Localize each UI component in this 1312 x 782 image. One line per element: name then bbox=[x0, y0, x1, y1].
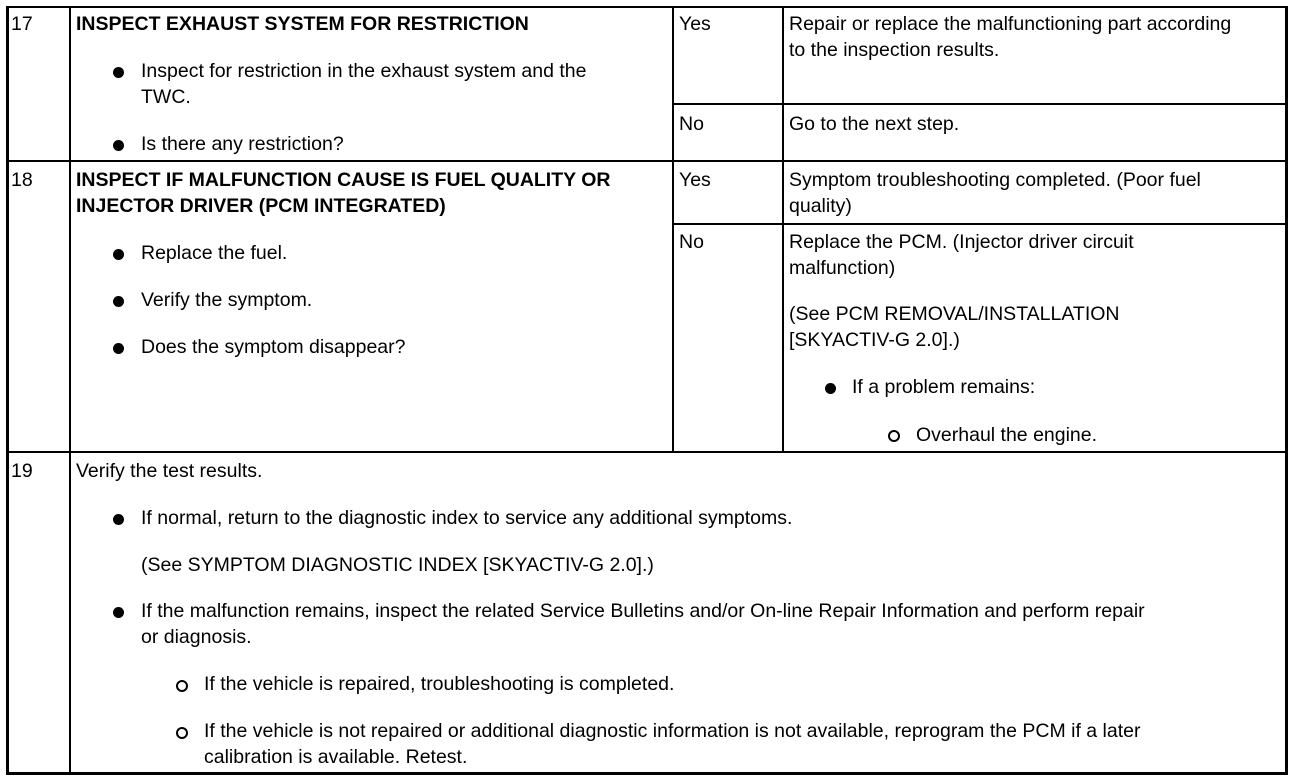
condition-text: If a problem remains: bbox=[852, 376, 1036, 398]
table-border-top bbox=[6, 6, 1288, 8]
bullet-dot bbox=[113, 514, 124, 525]
step-title: INSPECT IF MALFUNCTION CAUSE IS FUEL QUALITY OR bbox=[76, 169, 611, 191]
step-title: INJECTOR DRIVER (PCM INTEGRATED) bbox=[76, 195, 446, 217]
no-action: Replace the PCM. (Injector driver circuit bbox=[789, 231, 1134, 253]
sub-instruction: If the vehicle is not repaired or additional diagnostic information is not available, reprogram the PCM if a later bbox=[204, 720, 1141, 742]
yes-action: quality) bbox=[789, 195, 852, 217]
circle-bullet bbox=[888, 430, 900, 442]
table-border-bottom bbox=[6, 772, 1288, 775]
yes-action: Repair or replace the malfunctioning part according bbox=[789, 13, 1232, 35]
table-border-left bbox=[6, 6, 9, 775]
instruction-text: Verify the symptom. bbox=[141, 289, 313, 311]
row-17-yes-no-divider bbox=[672, 103, 1288, 105]
instruction-text: If the malfunction remains, inspect the related Service Bulletins and/or On-line Repair Information and perform repair bbox=[141, 600, 1145, 622]
circle-bullet bbox=[176, 727, 188, 739]
bullet-dot bbox=[113, 607, 124, 618]
step-number: 19 bbox=[11, 460, 33, 482]
row-divider-18-19 bbox=[6, 451, 1288, 453]
answer-no: No bbox=[679, 231, 704, 253]
sub-instruction: If the vehicle is repaired, troubleshooting is completed. bbox=[204, 673, 675, 695]
table-border-right bbox=[1285, 6, 1288, 775]
no-action: malfunction) bbox=[789, 257, 896, 279]
bullet-dot bbox=[113, 296, 124, 307]
bullet-dot bbox=[113, 343, 124, 354]
instruction-text: TWC. bbox=[141, 86, 191, 108]
row-18-yes-no-divider bbox=[672, 223, 1288, 225]
question-text: Does the symptom disappear? bbox=[141, 336, 406, 358]
reference-link[interactable]: (See SYMPTOM DIAGNOSTIC INDEX [SKYACTIV-G 2.0].) bbox=[141, 554, 654, 576]
column-divider-action bbox=[782, 6, 784, 452]
bullet-dot bbox=[113, 249, 124, 260]
reference-link[interactable]: (See PCM REMOVAL/INSTALLATION bbox=[789, 303, 1120, 325]
answer-yes: Yes bbox=[679, 169, 711, 191]
bullet-dot bbox=[113, 140, 124, 151]
row-divider-17-18 bbox=[6, 160, 1288, 162]
column-divider-answer bbox=[672, 6, 674, 452]
step-intro: Verify the test results. bbox=[76, 460, 263, 482]
circle-bullet bbox=[176, 680, 188, 692]
yes-action: to the inspection results. bbox=[789, 39, 1000, 61]
instruction-text: Replace the fuel. bbox=[141, 242, 288, 264]
instruction-text: or diagnosis. bbox=[141, 626, 252, 648]
reference-link[interactable]: [SKYACTIV-G 2.0].) bbox=[789, 329, 960, 351]
instruction-text: Inspect for restriction in the exhaust system and the bbox=[141, 60, 587, 82]
column-divider-step bbox=[69, 6, 71, 775]
yes-action: Symptom troubleshooting completed. (Poor fuel bbox=[789, 169, 1201, 191]
question-text: Is there any restriction? bbox=[141, 133, 344, 155]
answer-yes: Yes bbox=[679, 13, 711, 35]
bullet-dot bbox=[825, 383, 836, 394]
bullet-dot bbox=[113, 67, 124, 78]
step-number: 17 bbox=[11, 13, 33, 35]
step-title: INSPECT EXHAUST SYSTEM FOR RESTRICTION bbox=[76, 13, 529, 35]
sub-instruction: Overhaul the engine. bbox=[916, 424, 1098, 446]
instruction-text: If normal, return to the diagnostic index to service any additional symptoms. bbox=[141, 507, 793, 529]
sub-instruction: calibration is available. Retest. bbox=[204, 746, 468, 768]
step-number: 18 bbox=[11, 169, 33, 191]
answer-no: No bbox=[679, 113, 704, 135]
no-action: Go to the next step. bbox=[789, 113, 960, 135]
